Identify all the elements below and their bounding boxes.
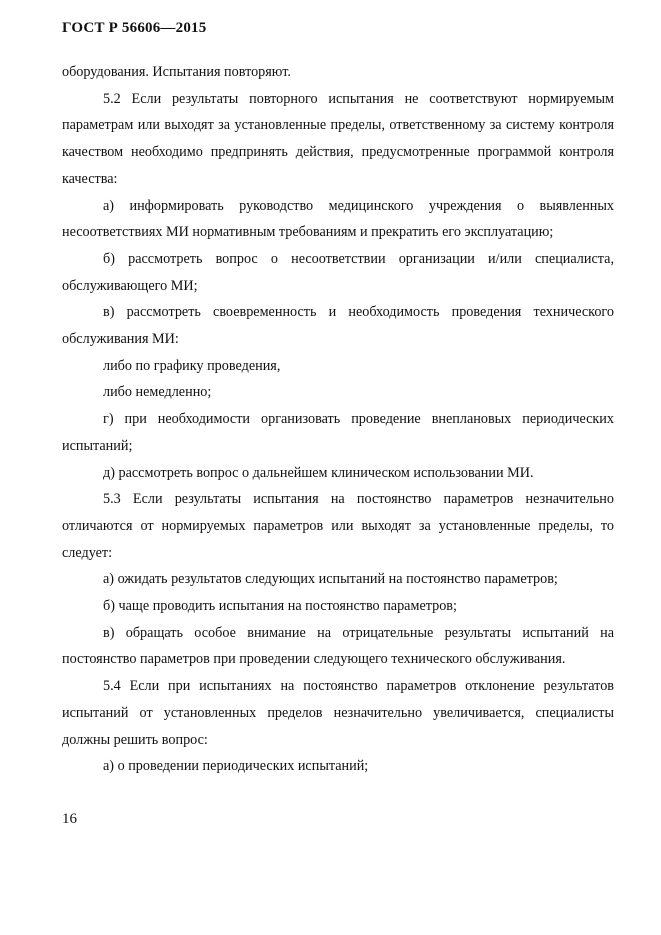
list-item-v: в) рассмотреть своевременность и необходимость проведения технического обслуживания МИ: [62,304,614,348]
list-item-a-3: а) о проведении периодических испытаний; [103,758,369,775]
document-body [62,59,614,780]
list-item-g: г) при необходимости организовать проведение внеплановых периодических испытаний; [62,411,614,454]
list-item-v-2: в) обращать особое внимание на отрицательные результаты испытаний на постоянство параметров при проведении следующего технического обслуживания. [62,624,614,668]
paragraph-5-3: 5.3 Если результаты испытания на постоянство параметров незначительно отличаются от нормируемых параметров или выходят за установленные пределы, то следует: [62,491,614,561]
document-header: ГОСТ Р 56606—2015 [62,20,207,36]
list-item-b-2: б) чаще проводить испытания на постоянство параметров; [103,598,457,615]
list-subitem-immediate: либо немедленно; [103,384,212,401]
page-number: 16 [62,811,77,827]
list-subitem-schedule: либо по графику проведения, [103,357,281,374]
paragraph-5-2: 5.2 Если результаты повторного испытания не соответствуют нормируемым параметрам или выходят за установленные пределы, ответственному за систему контроля качеством необходимо предпринять действия, предусмотренные программой контроля качества: [62,90,614,187]
list-item-d: д) рассмотреть вопрос о дальнейшем клиническом использовании МИ. [103,464,534,481]
list-item-a-2: а) ожидать результатов следующих испытаний на постоянство параметров; [103,571,558,588]
paragraph-5-4: 5.4 Если при испытаниях на постоянство параметров отклонение результатов испытаний от установленных пределов незначительно увеличивается, специалисты должны решить вопрос: [62,678,614,748]
list-item-a: а) информировать руководство медицинского учреждения о выявленных несоответствиях МИ нормативным требованиям и прекратить его эксплуатацию; [62,197,614,241]
list-item-b: б) рассмотреть вопрос о несоответствии организации и/или специалиста, обслуживающего МИ; [62,250,614,294]
paragraph-continuation: оборудования. Испытания повторяют. [62,64,291,80]
